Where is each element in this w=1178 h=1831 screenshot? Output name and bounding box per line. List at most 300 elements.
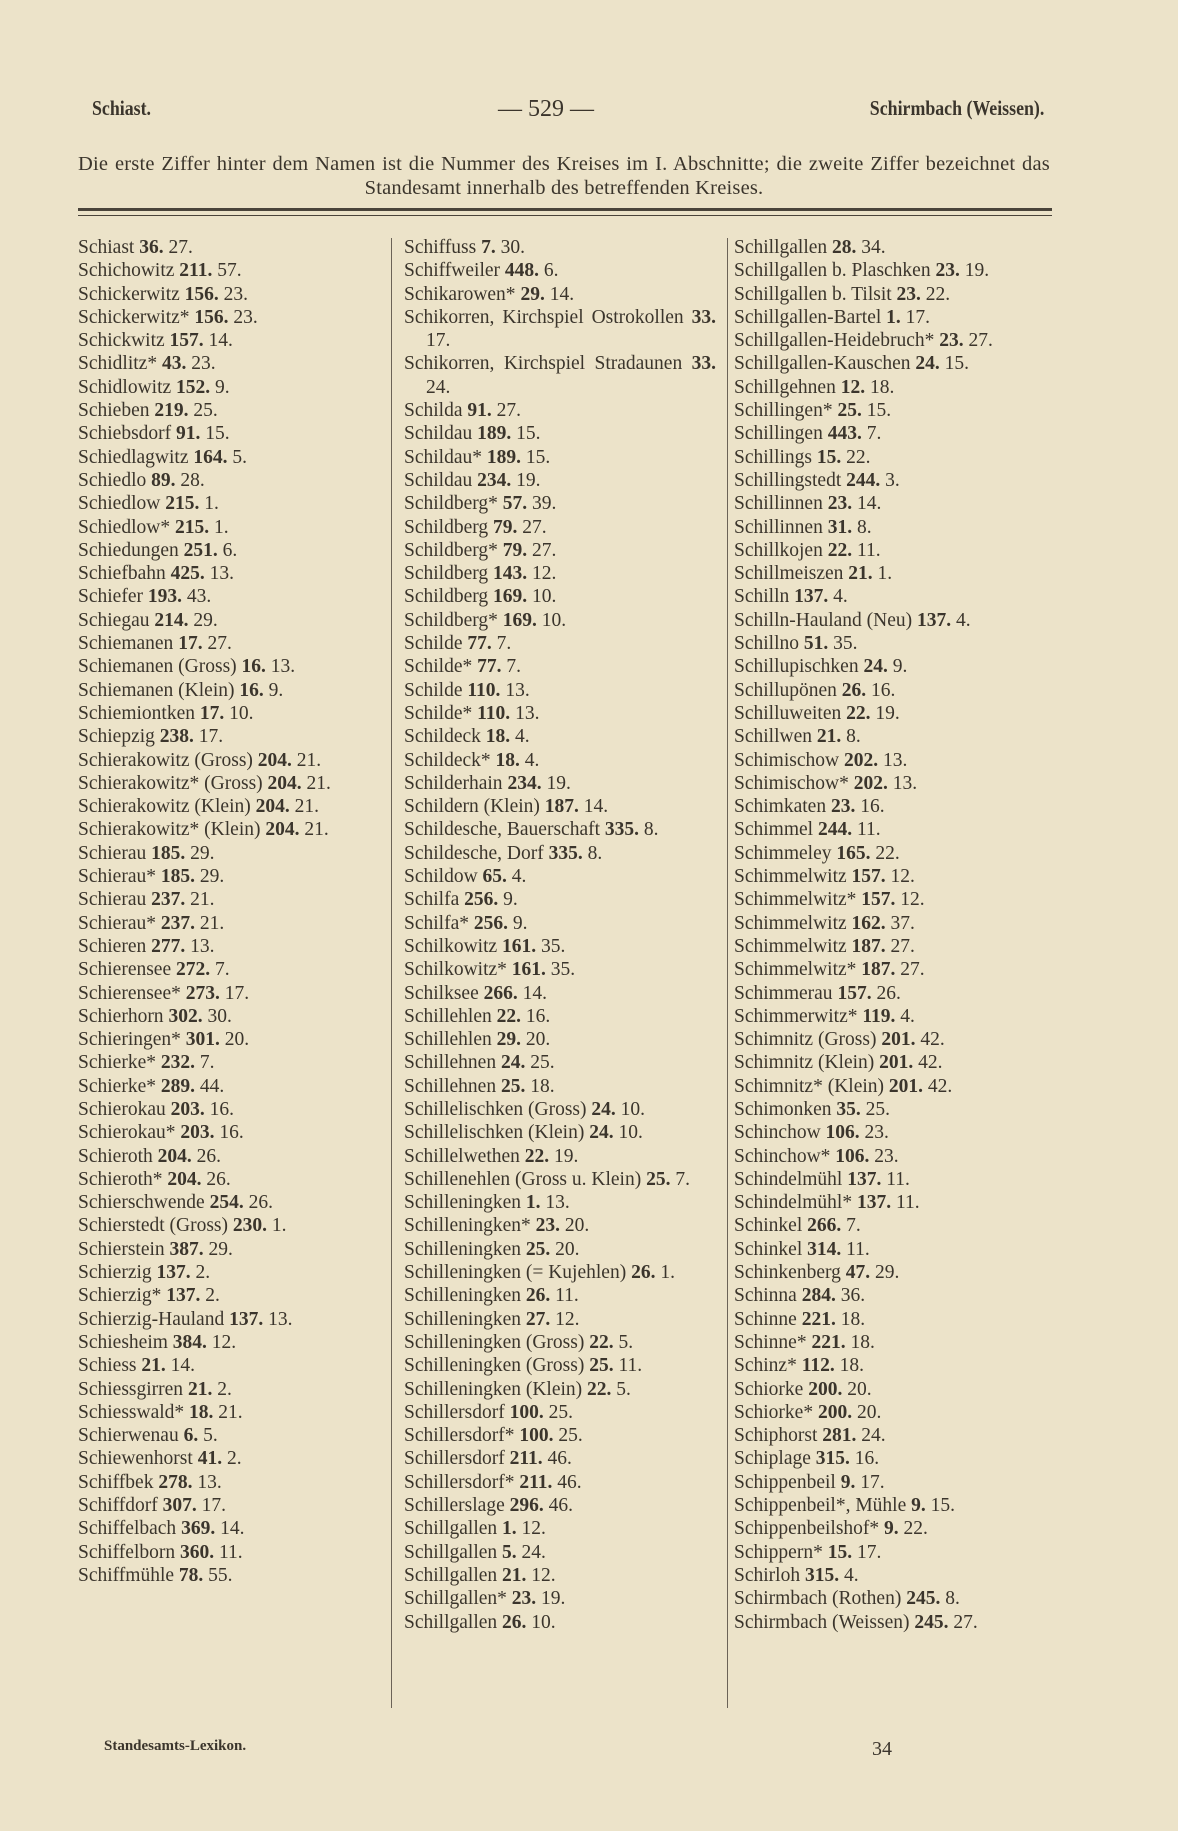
district-number: 169. (502, 609, 537, 631)
index-entry (734, 912, 1052, 935)
entry-name: Schinne* (734, 1331, 807, 1353)
index-entry (78, 1168, 376, 1191)
district-number: 7. (481, 237, 496, 258)
district-number: 221. (811, 1331, 846, 1353)
index-entry (404, 1564, 716, 1587)
index-entry (78, 1145, 376, 1168)
registry-number: 10. (541, 609, 567, 631)
index-entry (734, 982, 1052, 1005)
entry-name: Schiemiontken (78, 702, 195, 724)
entry-name: Schillehlen (404, 1029, 492, 1051)
index-entry (404, 1261, 716, 1284)
registry-number: 1. (204, 493, 219, 515)
registry-number: 22. (903, 1518, 928, 1540)
index-entry (734, 1354, 1052, 1377)
registry-number: 16. (860, 796, 885, 818)
index-entry (78, 1447, 376, 1470)
index-entry (404, 259, 716, 282)
index-entry (734, 1401, 1052, 1424)
entry-name: Schillehlen (404, 1005, 492, 1027)
running-head-last-entry: Schirmbach (Weissen). (869, 96, 1044, 120)
index-entry (404, 609, 716, 632)
registry-number: 10. (229, 702, 254, 724)
registry-number: 17. (856, 1541, 882, 1563)
index-entry (404, 469, 716, 492)
index-entry (78, 749, 376, 772)
registry-number: 14. (583, 796, 609, 818)
district-number: 23. (935, 260, 960, 282)
index-entry (404, 982, 716, 1005)
registry-number: 5. (232, 446, 247, 468)
district-number: 165. (836, 842, 871, 864)
entry-name: Schilleningken* (404, 1215, 531, 1237)
index-entry (404, 306, 716, 353)
registry-number: 46. (548, 1495, 573, 1517)
district-number: 200. (817, 1401, 853, 1423)
district-number: 65. (482, 866, 507, 888)
district-number: 201. (879, 1052, 914, 1074)
registry-number: 4. (843, 1564, 859, 1586)
entry-name: Schieroth (78, 1145, 153, 1167)
registry-number: 1. (213, 516, 229, 538)
index-entry (78, 516, 376, 539)
district-number: 27. (525, 1308, 551, 1330)
registry-number: 19. (516, 469, 541, 491)
index-entry (78, 958, 376, 981)
district-number: 203. (180, 1122, 215, 1144)
entry-name: Schilde (404, 633, 463, 655)
index-entry (404, 1378, 716, 1401)
index-entry (78, 1075, 376, 1098)
index-entry (734, 1424, 1052, 1447)
entry-name: Schiefbahn (78, 563, 166, 585)
index-entry (404, 562, 716, 585)
index-entry (78, 1005, 376, 1028)
registry-number: 17. (905, 306, 931, 328)
index-entry (404, 749, 716, 772)
district-number: 185. (151, 842, 186, 864)
index-entry (734, 888, 1052, 911)
entry-name: Schippenbeil (734, 1471, 836, 1493)
index-entry (78, 842, 376, 865)
index-entry (78, 259, 376, 282)
index-entry (734, 399, 1052, 422)
registry-number: 14. (170, 1355, 195, 1377)
district-number: 245. (906, 1588, 941, 1610)
district-number: 189. (486, 446, 521, 468)
index-entry (404, 283, 716, 306)
registry-number: 15. (516, 423, 541, 445)
district-number: 137. (156, 1262, 191, 1284)
registry-number: 34. (861, 237, 886, 258)
index-entry (734, 1028, 1052, 1051)
entry-name: Schiesheim (78, 1331, 168, 1353)
registry-number: 21. (296, 749, 322, 771)
district-number: 36. (139, 237, 164, 258)
district-number: 156. (194, 306, 229, 328)
registry-number: 27. (953, 1611, 978, 1633)
entry-name: Schiorke* (734, 1401, 814, 1423)
district-number: 251. (183, 539, 218, 561)
index-entry (404, 912, 716, 935)
index-entry (734, 749, 1052, 772)
entry-name: Schillings (734, 446, 813, 468)
entry-name: Schippenbeilshof* (734, 1518, 880, 1540)
registry-number: 16. (209, 1098, 234, 1120)
index-entry (404, 1424, 716, 1447)
entry-name: Schiesswald* (78, 1401, 185, 1423)
index-entry (78, 1191, 376, 1214)
entry-name: Schimkaten (734, 796, 827, 818)
entry-name: Schilda (404, 400, 463, 422)
district-number: 25. (589, 1355, 614, 1377)
entry-name: Schierau (78, 842, 147, 864)
district-number: 9. (840, 1471, 856, 1493)
district-number: 384. (172, 1331, 207, 1353)
registry-number: 21. (294, 796, 319, 818)
entry-name: Schirloh (734, 1564, 801, 1586)
district-number: 266. (483, 982, 518, 1004)
registry-number: 21. (306, 772, 331, 794)
registry-number: 13. (515, 702, 540, 724)
entry-name: Schillmeiszen (734, 563, 844, 585)
entry-name: Schippern* (734, 1541, 823, 1563)
index-entry (404, 446, 716, 469)
index-entry (78, 492, 376, 515)
entry-name: Schillgallen-Bartel (734, 306, 882, 328)
index-entry (404, 1191, 716, 1214)
registry-number: 16. (525, 1005, 551, 1027)
district-number: 6. (183, 1425, 199, 1447)
entry-name: Schillgehnen (734, 376, 836, 398)
district-number: 232. (160, 1052, 195, 1074)
registry-number: 44. (199, 1075, 225, 1097)
district-number: 23. (896, 283, 921, 305)
index-entry (404, 818, 716, 841)
registry-number: 15. (944, 353, 970, 375)
district-number: 31. (827, 516, 853, 538)
registry-number: 14. (208, 330, 233, 352)
registry-number: 18. (840, 1308, 866, 1330)
index-entry (78, 679, 376, 702)
index-entry (78, 725, 376, 748)
registry-number: 42. (927, 1075, 953, 1097)
entry-name: Schierzig-Hauland (78, 1308, 225, 1330)
entry-name: Schilleningken (404, 1308, 521, 1330)
registry-number: 2. (195, 1262, 211, 1284)
entry-name: Schilleningken (Gross) (404, 1331, 585, 1353)
registry-number: 9. (503, 889, 518, 911)
index-entry (404, 725, 716, 748)
index-entry (78, 1378, 376, 1401)
registry-number: 7. (496, 633, 512, 655)
index-entry (78, 1261, 376, 1284)
index-entry (404, 1168, 716, 1191)
registry-number: 46. (557, 1471, 582, 1493)
registry-number: 37. (890, 912, 915, 934)
registry-number: 30. (500, 237, 525, 258)
registry-number: 10. (532, 586, 557, 608)
entry-name: Schilkowitz (404, 935, 498, 957)
entry-column-3 (734, 236, 1052, 1634)
registry-number: 2. (217, 1378, 232, 1400)
index-entry (734, 1517, 1052, 1540)
index-entry (404, 1331, 716, 1354)
district-number: 43. (161, 353, 187, 375)
index-entry (404, 1354, 716, 1377)
entry-name: Schiffweiler (404, 260, 501, 282)
entry-name: Schinkenberg (734, 1262, 841, 1284)
entry-name: Schickerwitz (78, 283, 180, 305)
entry-name: Schikorren, Kirchspiel Ostrokollen (404, 306, 684, 328)
entry-name: Schiewenhorst (78, 1448, 193, 1470)
district-number: 215. (174, 516, 210, 538)
registry-number: 7. (846, 1215, 861, 1237)
entry-name: Schillgallen (734, 237, 828, 258)
district-number: 119. (862, 1005, 896, 1027)
index-entry (78, 1517, 376, 1540)
district-number: 106. (835, 1145, 870, 1167)
entry-name: Schiphorst (734, 1425, 818, 1447)
entry-name: Schiplage (734, 1448, 811, 1470)
entry-name: Schillinnen (734, 516, 823, 538)
index-entry (78, 585, 376, 608)
registry-number: 29. (190, 842, 215, 864)
index-entry (404, 1308, 716, 1331)
page-number: — 529 — (498, 96, 594, 122)
district-number: 18. (189, 1401, 214, 1423)
entry-name: Schildau (404, 469, 473, 491)
entry-name: Schimmel (734, 819, 814, 841)
entry-name: Schildberg (404, 516, 489, 538)
registry-number: 18. (839, 1355, 865, 1377)
index-entry (734, 725, 1052, 748)
district-number: 9. (911, 1495, 926, 1517)
entry-name: Schiffelbach (78, 1518, 177, 1540)
index-entry (78, 1214, 376, 1237)
registry-number: 4. (511, 866, 527, 888)
district-number: 24. (500, 1052, 526, 1074)
entry-name: Schikarowen* (404, 283, 516, 305)
registry-number: 8. (846, 726, 861, 748)
entry-name: Schickwitz (78, 330, 165, 352)
entry-name: Schimmerwitz* (734, 1005, 858, 1027)
index-entry (734, 1587, 1052, 1610)
registry-number: 9. (512, 912, 528, 934)
district-number: 157. (837, 982, 872, 1004)
entry-name: Schimischow (734, 749, 840, 771)
registry-number: 26. (876, 982, 901, 1004)
entry-name: Schiemanen (Gross) (78, 656, 237, 678)
registry-number: 25. (530, 1052, 555, 1074)
registry-number: 27. (532, 539, 557, 561)
entry-name: Schilfa (404, 889, 460, 911)
district-number: 164. (193, 446, 228, 468)
entry-name: Schilluweiten (734, 702, 842, 724)
district-number: 245. (914, 1611, 949, 1633)
index-entry (734, 352, 1052, 375)
index-entry (404, 1517, 716, 1540)
district-number: 22. (589, 1331, 614, 1353)
registry-number: 7. (215, 959, 230, 981)
registry-number: 1. (877, 563, 893, 585)
registry-number: 14. (522, 982, 547, 1004)
district-number: 211. (519, 1471, 553, 1493)
district-number: 201. (888, 1075, 924, 1097)
district-number: 314. (807, 1238, 842, 1260)
index-entry (78, 352, 376, 375)
entry-name: Schiedlow* (78, 516, 171, 538)
registry-number: 43. (186, 586, 212, 608)
index-entry (734, 422, 1052, 445)
entry-name: Schierzig (78, 1262, 152, 1284)
entry-name: Schierensee (78, 959, 172, 981)
registry-number: 19. (541, 1588, 566, 1610)
district-number: 230. (232, 1215, 268, 1237)
district-number: 237. (160, 912, 195, 934)
district-number: 77. (467, 633, 492, 655)
index-entry (78, 1471, 376, 1494)
index-entry (78, 632, 376, 655)
district-number: 16. (241, 656, 266, 678)
entry-name: Schindelmühl (734, 1168, 843, 1190)
district-number: 15. (827, 1541, 853, 1563)
entry-name: Schiemanen (Klein) (78, 679, 235, 701)
district-number: 21. (848, 563, 873, 585)
registry-number: 15. (930, 1495, 955, 1517)
entry-name: Schierakowitz (Klein) (78, 796, 251, 818)
index-entry (404, 655, 716, 678)
entry-name: Schiessgirren (78, 1378, 184, 1400)
registry-number: 17. (224, 982, 250, 1004)
registry-number: 27. (890, 935, 915, 957)
index-entry (78, 469, 376, 492)
district-number: 360. (180, 1541, 215, 1563)
entry-name: Schierhorn (78, 1005, 164, 1027)
registry-number: 9. (892, 656, 908, 678)
entry-name: Schildau (404, 423, 473, 445)
registry-number: 6. (543, 260, 559, 282)
district-number: 157. (861, 889, 896, 911)
index-entry (78, 795, 376, 818)
entry-name: Schillgallen (404, 1518, 498, 1540)
registry-number: 22. (846, 446, 871, 468)
registry-number: 23. (874, 1145, 899, 1167)
district-number: 266. (807, 1215, 842, 1237)
registry-number: 12. (890, 866, 915, 888)
registry-number: 17. (426, 330, 451, 352)
district-number: 79. (493, 516, 518, 538)
registry-number: 22. (875, 842, 900, 864)
district-number: 296. (509, 1495, 544, 1517)
registry-number: 27. (968, 330, 993, 352)
district-number: 25. (525, 1238, 551, 1260)
registry-number: 29. (199, 866, 225, 888)
district-number: 29. (496, 1029, 521, 1051)
header-rule-thin (78, 215, 1052, 216)
index-entry (734, 446, 1052, 469)
index-entry (404, 1447, 716, 1470)
district-number: 237. (151, 889, 186, 911)
registry-number: 11. (555, 1285, 579, 1307)
entry-name: Schierzig* (78, 1285, 162, 1307)
entry-name: Schirmbach (Weissen) (734, 1611, 910, 1633)
index-entry (734, 1168, 1052, 1191)
registry-number: 8. (587, 842, 603, 864)
entry-name: Schidlitz* (78, 353, 158, 375)
registry-number: 23. (223, 283, 249, 305)
entry-name: Schillinnen (734, 493, 823, 515)
registry-number: 12. (900, 889, 925, 911)
entry-name: Schillingen (734, 423, 823, 445)
column-divider (727, 238, 728, 1708)
registry-number: 14. (220, 1518, 245, 1540)
registry-number: 15. (205, 423, 230, 445)
entry-name: Schinchow (734, 1122, 821, 1144)
entry-name: Schilderhain (404, 772, 503, 794)
index-entry (404, 1098, 716, 1121)
registry-number: 25. (548, 1401, 573, 1423)
index-entry (78, 609, 376, 632)
district-number: 112. (801, 1355, 835, 1377)
index-entry (404, 236, 716, 259)
index-entry (78, 422, 376, 445)
registry-number: 8. (945, 1588, 960, 1610)
registry-number: 13. (545, 1192, 570, 1214)
index-entry (734, 306, 1052, 329)
index-entry (734, 1494, 1052, 1517)
registry-number: 29. (875, 1262, 900, 1284)
registry-number: 18. (850, 1331, 875, 1353)
entry-name: Schierau* (78, 912, 156, 934)
index-entry (78, 1494, 376, 1517)
district-number: 47. (845, 1262, 871, 1284)
entry-name: Schilln-Hauland (Neu) (734, 609, 913, 631)
district-number: 238. (159, 726, 194, 748)
index-entry (78, 888, 376, 911)
registry-number: 24. (521, 1541, 546, 1563)
registry-number: 25. (193, 400, 218, 422)
registry-number: 11. (895, 1192, 920, 1214)
entry-name: Schinz* (734, 1355, 797, 1377)
registry-number: 6. (222, 539, 238, 561)
index-entry (78, 376, 376, 399)
index-entry (404, 772, 716, 795)
district-number: 204. (157, 1145, 192, 1167)
index-entry (78, 399, 376, 422)
index-entry (404, 632, 716, 655)
district-number: 256. (473, 912, 508, 934)
entry-name: Schilleningken (404, 1238, 521, 1260)
district-number: 157. (851, 866, 886, 888)
registry-number: 10. (620, 1098, 646, 1120)
index-entry (734, 1051, 1052, 1074)
registry-number: 25. (865, 1098, 890, 1120)
entry-name: Schierke* (78, 1052, 156, 1074)
registry-number: 57. (217, 260, 242, 282)
index-entry (734, 283, 1052, 306)
registry-number: 13. (892, 772, 918, 794)
district-number: 277. (151, 935, 186, 957)
district-number: 202. (853, 772, 888, 794)
district-number: 185. (160, 866, 195, 888)
index-entry (404, 399, 716, 422)
district-number: 187. (544, 796, 579, 818)
index-entry (734, 1447, 1052, 1470)
district-number: 272. (176, 959, 211, 981)
entry-name: Schierschwende (78, 1192, 205, 1214)
registry-number: 28. (180, 469, 205, 491)
